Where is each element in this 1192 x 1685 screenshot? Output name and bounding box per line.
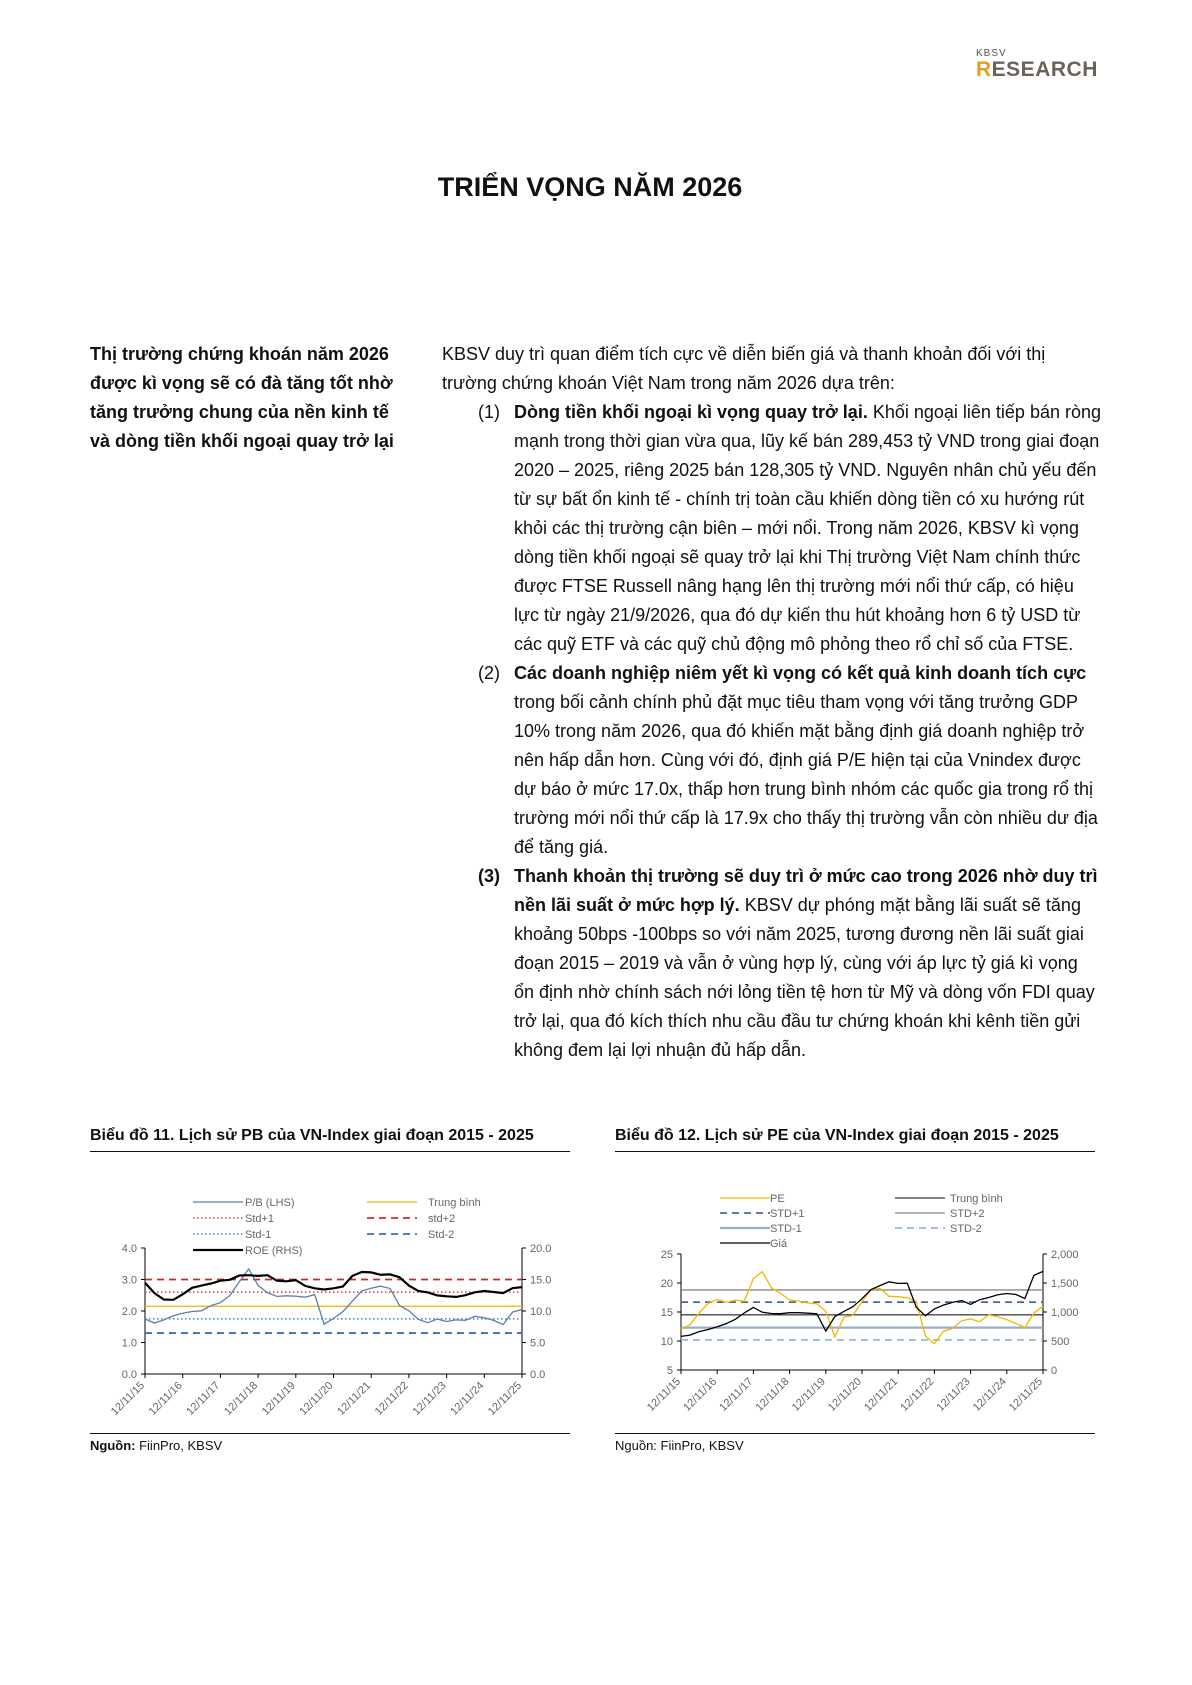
source-label: Nguồn: xyxy=(90,1438,136,1453)
x-tick-label: 12/11/18 xyxy=(753,1375,792,1414)
legend-label: STD-2 xyxy=(950,1223,982,1235)
x-tick-label: 12/11/17 xyxy=(717,1375,756,1414)
item-text: KBSV dự phóng mặt bằng lãi suất sẽ tăng khoảng 50bps -100bps so với năm 2025, tương đương nền lãi suất giai đoạn 2015 – 2019 và vẫn ở vùng hợp lý, cùng với áp lực tỷ giá kì vọng ổn định nhờ chính sách nới lỏng tiền tệ hơn từ Mỹ và dòng vốn FDI quay trở lại, qua đó kích thích nhu cầu đầu tư chứng khoán khi kênh tiền gửi không đem lại lợi nhuận đủ hấp dẫn. xyxy=(514,895,1095,1060)
legend-label: STD-1 xyxy=(770,1223,802,1235)
source-text: FiinPro, KBSV xyxy=(135,1438,223,1453)
legend-label: PE xyxy=(770,1193,785,1205)
page-title: TRIỂN VỌNG NĂM 2026 xyxy=(437,172,743,202)
y-tick-label: 0.0 xyxy=(121,1369,137,1381)
y2-tick-label: 10.0 xyxy=(530,1306,552,1318)
y-tick-label: 15 xyxy=(660,1307,673,1319)
source-label: Nguồn: xyxy=(615,1438,657,1453)
x-tick-label: 12/11/22 xyxy=(372,1379,412,1418)
x-tick-label: 12/11/20 xyxy=(297,1379,336,1418)
x-tick-label: 12/11/19 xyxy=(789,1375,828,1414)
main-text xyxy=(442,340,1102,1065)
y2-tick-label: 0 xyxy=(1051,1365,1058,1377)
y-tick-label: 20 xyxy=(660,1278,673,1290)
series-pe xyxy=(681,1272,1043,1344)
y2-tick-label: 15.0 xyxy=(530,1274,552,1287)
sidebar-note: Thị trường chứng khoán năm 2026 được kì vọng sẽ có đà tăng tốt nhờ tăng trưởng chung của nền kinh tế và dòng tiền khối ngoại quay trở lại xyxy=(90,344,394,451)
item-heading: Thanh khoản thị trường sẽ duy trì ở mức cao trong 2026 nhờ duy trì nền lãi suất ở mức hợp lý. xyxy=(514,866,1098,915)
legend-label: STD+2 xyxy=(950,1208,985,1220)
legend-label: Giá xyxy=(770,1238,788,1250)
y2-tick-label: 500 xyxy=(1051,1336,1070,1348)
x-tick-label: 12/11/18 xyxy=(222,1379,261,1418)
logo-big-text xyxy=(976,59,1098,81)
x-tick-label: 12/11/16 xyxy=(146,1379,185,1418)
y-tick-label: 3.0 xyxy=(121,1274,137,1287)
item-text: Khối ngoại liên tiếp bán ròng mạnh trong thời gian vừa qua, lũy kế bán 289,453 tỷ VND trong giai đoạn 2020 – 2025, riêng 2025 bán 128,305 tỷ VND. Nguyên nhân chủ yếu đến từ sự bất ổn kinh tế - chính trị toàn cầu khiến dòng tiền có xu hướng rút khỏi các thị trường cận biên – mới nổi. Trong năm 2026, KBSV kì vọng dòng tiền khối ngoại sẽ quay trở lại khi Thị trường Việt Nam chính thức được FTSE Russell nâng hạng lên thị trường mới nổi thứ cấp, có hiệu lực từ ngày 21/9/2026, qua đó dự kiến thu hút khoảng hơn 6 tỷ USD từ các quỹ ETF và các quỹ chủ động mô phỏng theo rổ chỉ số của FTSE. xyxy=(514,402,1102,654)
y2-tick-label: 1,500 xyxy=(1051,1278,1079,1290)
x-tick-label: 12/11/21 xyxy=(862,1375,901,1414)
x-tick-label: 12/11/23 xyxy=(410,1379,449,1418)
list-item xyxy=(442,398,1102,659)
source-text: FiinPro, KBSV xyxy=(656,1438,744,1453)
legend-label: ROE (RHS) xyxy=(245,1245,303,1257)
list-item xyxy=(442,659,1102,862)
y2-tick-label: 2,000 xyxy=(1051,1249,1079,1261)
logo-accent-letter: R xyxy=(976,58,992,81)
x-tick-label: 12/11/22 xyxy=(898,1375,937,1414)
x-tick-label: 12/11/15 xyxy=(644,1375,684,1414)
x-tick-label: 12/11/21 xyxy=(335,1379,374,1418)
chart-11-source xyxy=(90,1433,570,1453)
legend-label: Std-1 xyxy=(245,1229,272,1241)
x-tick-label: 12/11/17 xyxy=(184,1379,223,1418)
y-tick-label: 2.0 xyxy=(121,1306,137,1318)
x-tick-label: 12/11/23 xyxy=(934,1375,973,1414)
list-item xyxy=(442,862,1102,1065)
legend-label: std+2 xyxy=(428,1213,456,1225)
logo-small-text: KBSV xyxy=(976,48,1007,59)
x-tick-label: 12/11/25 xyxy=(1006,1375,1046,1414)
pb-chart xyxy=(90,1165,570,1430)
x-tick-label: 12/11/25 xyxy=(485,1379,525,1418)
x-tick-label: 12/11/19 xyxy=(259,1379,298,1418)
x-tick-label: 12/11/15 xyxy=(108,1379,148,1418)
y-tick-label: 25 xyxy=(660,1249,673,1261)
chart-12-source xyxy=(615,1433,1095,1453)
series-p-b-lhs- xyxy=(145,1269,522,1325)
item-number: (1) xyxy=(478,402,500,422)
kbsv-research-logo xyxy=(976,48,1098,81)
pe-chart xyxy=(615,1165,1097,1430)
logo-rest: ESEARCH xyxy=(991,58,1098,81)
y-tick-label: 1.0 xyxy=(121,1337,137,1350)
legend-label: Trung bình xyxy=(950,1193,1003,1205)
legend-label: STD+1 xyxy=(770,1208,805,1220)
legend-label: Std-2 xyxy=(428,1229,455,1241)
chart-11-title: Biểu đồ 11. Lịch sử PB của VN-Index giai đoạn 2015 - 2025 xyxy=(90,1127,570,1152)
x-tick-label: 12/11/24 xyxy=(448,1379,487,1418)
y-tick-label: 10 xyxy=(660,1336,673,1348)
x-tick-label: 12/11/24 xyxy=(970,1375,1009,1414)
legend-label: Trung bình xyxy=(428,1197,481,1209)
y-tick-label: 4.0 xyxy=(121,1243,137,1255)
y2-tick-label: 20.0 xyxy=(530,1243,552,1255)
item-heading: Các doanh nghiệp niêm yết kì vọng có kết quả kinh doanh tích cực xyxy=(514,663,1087,683)
chart-12-title: Biểu đồ 12. Lịch sử PE của VN-Index giai đoạn 2015 - 2025 xyxy=(615,1127,1095,1152)
y2-tick-label: 0.0 xyxy=(530,1369,546,1381)
legend-label: P/B (LHS) xyxy=(245,1197,295,1209)
y2-tick-label: 5.0 xyxy=(530,1337,546,1350)
item-text: trong bối cảnh chính phủ đặt mục tiêu tham vọng với tăng trưởng GDP 10% trong năm 2026, qua đó khiến mặt bằng định giá doanh nghiệp trở nên hấp dẫn hơn. Cùng với đó, định giá P/E hiện tại của Vnindex được dự báo ở mức 17.0x, thấp hơn trung bình nhóm các quốc gia trong rổ thị trường mới nổi thứ cấp là 17.9x cho thấy thị trường vẫn còn nhiều dư địa để tăng giá. xyxy=(514,692,1098,857)
x-tick-label: 12/11/20 xyxy=(825,1375,865,1414)
y2-tick-label: 1,000 xyxy=(1051,1307,1079,1319)
intro-paragraph: KBSV duy trì quan điểm tích cực về diễn biến giá và thanh khoản đối với thị trường chứng khoán Việt Nam trong năm 2026 dựa trên: xyxy=(442,344,1046,393)
legend-label: Std+1 xyxy=(245,1213,275,1225)
y-tick-label: 5 xyxy=(666,1365,673,1377)
x-tick-label: 12/11/16 xyxy=(681,1375,720,1414)
series-roe-rhs- xyxy=(145,1272,522,1300)
item-heading: Dòng tiền khối ngoại kì vọng quay trở lại. xyxy=(514,402,868,422)
item-number: (3) xyxy=(478,866,500,886)
item-number: (2) xyxy=(478,663,500,683)
